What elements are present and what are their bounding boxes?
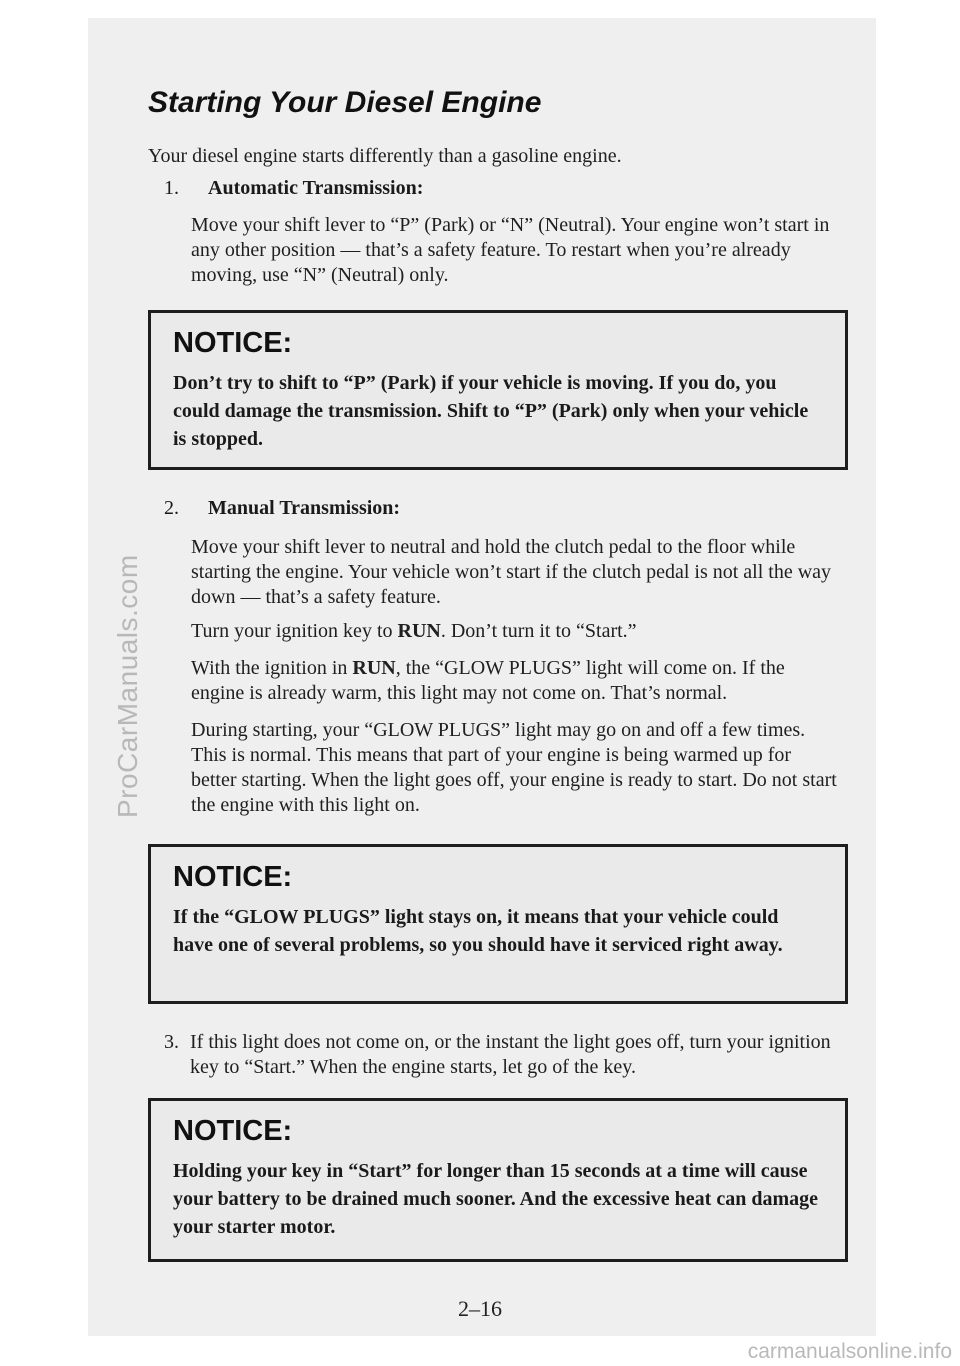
- ignition-run-paragraph: [191, 619, 841, 644]
- step-3-number: 3.: [164, 1031, 179, 1053]
- ignition-run-bold: RUN: [397, 620, 441, 642]
- glow-text-end: , the “GLOW PLUGS” light will come on. If the engine is already warm, this light may not come on. That’s normal.: [191, 657, 785, 704]
- step-3: [164, 1030, 854, 1080]
- glow-text-start: With the ignition in: [191, 657, 353, 679]
- watermark-carmanualsonline: carmanualsonline.info: [747, 1340, 952, 1363]
- notice-title: NOTICE:: [173, 861, 293, 893]
- intro-paragraph: Your diesel engine starts differently than a gasoline engine.: [148, 145, 622, 167]
- during-starting-paragraph: During starting, your “GLOW PLUGS” light may go on and off a few times. This is normal. This means that part of your engine is being warmed up for better starting. When the light goes off, your engine is ready to start. Do not start the engine with this light on.: [191, 719, 837, 816]
- step-3-text: If this light does not come on, or the instant the light goes off, turn your ignition key to “Start.” When the engine starts, let go of the key.: [190, 1031, 831, 1078]
- notice-box-shift-park: [148, 310, 848, 470]
- step-2-number: 2.: [164, 497, 179, 519]
- glow-run-bold: RUN: [352, 657, 396, 679]
- step-1-number: 1.: [164, 177, 179, 199]
- step-1-text: Move your shift lever to “P” (Park) or “N” (Neutral). Your engine won’t start in any other position — that’s a safety feature. To restart when you’re already moving, use “N” (Neutral) only.: [191, 214, 830, 286]
- notice-box-start-duration: [148, 1098, 848, 1262]
- notice-text: If the “GLOW PLUGS” light stays on, it means that your vehicle could have one of several problems, so you should have it serviced right away.: [173, 906, 783, 956]
- notice-text: Don’t try to shift to “P” (Park) if your vehicle is moving. If you do, you could damage the transmission. Shift to “P” (Park) only when your vehicle is stopped.: [173, 372, 809, 450]
- step-1-heading: [164, 176, 423, 201]
- step-2-text: Move your shift lever to neutral and hold the clutch pedal to the floor while starting the engine. Your vehicle won’t start if the clutch pedal is not all the way down — that’s a safety feature.: [191, 536, 832, 608]
- notice-text: Holding your key in “Start” for longer than 15 seconds at a time will cause your battery to be drained much sooner. And the excessive heat can damage your starter motor.: [173, 1160, 818, 1238]
- step-2-label: Manual Transmission:: [208, 497, 401, 519]
- ignition-text-start: Turn your ignition key to: [191, 620, 398, 642]
- notice-title: NOTICE:: [173, 327, 293, 359]
- page-number: 2–16: [458, 1296, 502, 1321]
- glow-plugs-paragraph: [191, 656, 841, 706]
- notice-title: NOTICE:: [173, 1115, 293, 1147]
- step-2-heading: [164, 496, 400, 521]
- step-1-label: Automatic Transmission:: [208, 177, 424, 199]
- notice-box-glow-plugs: [148, 844, 848, 1004]
- page-title: Starting Your Diesel Engine: [148, 86, 542, 119]
- watermark-procarmanuals: ProCarManuals.com: [112, 554, 143, 818]
- ignition-text-end: . Don’t turn it to “Start.”: [440, 620, 637, 642]
